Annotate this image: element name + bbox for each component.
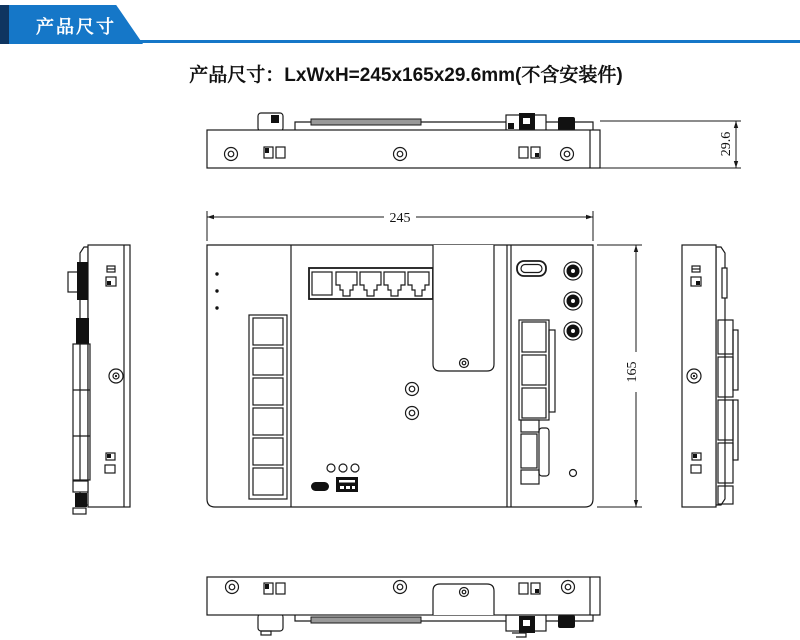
din-clip-connector	[258, 113, 283, 131]
page-title: 产品尺寸：LxWxH=245x165x29.6mm(不含安装件)	[189, 65, 623, 86]
edge-notch	[722, 268, 727, 298]
dim-height	[600, 121, 741, 168]
edge-connector-top	[68, 262, 88, 300]
rear-connector-tab	[512, 633, 526, 637]
rear-connector-slot	[523, 118, 530, 124]
dim-length-label: 245	[389, 211, 411, 226]
front-view	[207, 211, 642, 507]
audio-jack	[564, 262, 582, 280]
dim-height-label: 29.6	[719, 131, 734, 157]
usb-a-port	[336, 477, 358, 492]
rear-connector-slot	[523, 620, 530, 626]
module-slot	[433, 245, 494, 371]
dim-width-label: 165	[625, 361, 640, 383]
vent-slot	[311, 119, 421, 125]
top-view	[207, 113, 741, 168]
dim-length	[207, 211, 593, 241]
vent-slot	[311, 617, 421, 623]
bottom-view	[207, 577, 600, 637]
din-clip-detail	[271, 115, 279, 123]
din-clip-tab	[261, 631, 271, 635]
right-side-view	[682, 245, 738, 507]
audio-jack	[564, 292, 582, 310]
antenna-block	[558, 117, 575, 131]
din-clip-connector	[258, 614, 283, 631]
audio-jack	[564, 322, 582, 340]
dim-width	[597, 245, 642, 507]
usb-c-port	[311, 482, 329, 491]
left-side-view	[68, 245, 130, 514]
edge-connector-bottom	[73, 481, 88, 514]
banner-label: 产品尺寸	[36, 17, 116, 37]
rear-connector-pin	[508, 123, 514, 129]
module-slot	[433, 584, 494, 615]
antenna-block	[558, 615, 575, 628]
